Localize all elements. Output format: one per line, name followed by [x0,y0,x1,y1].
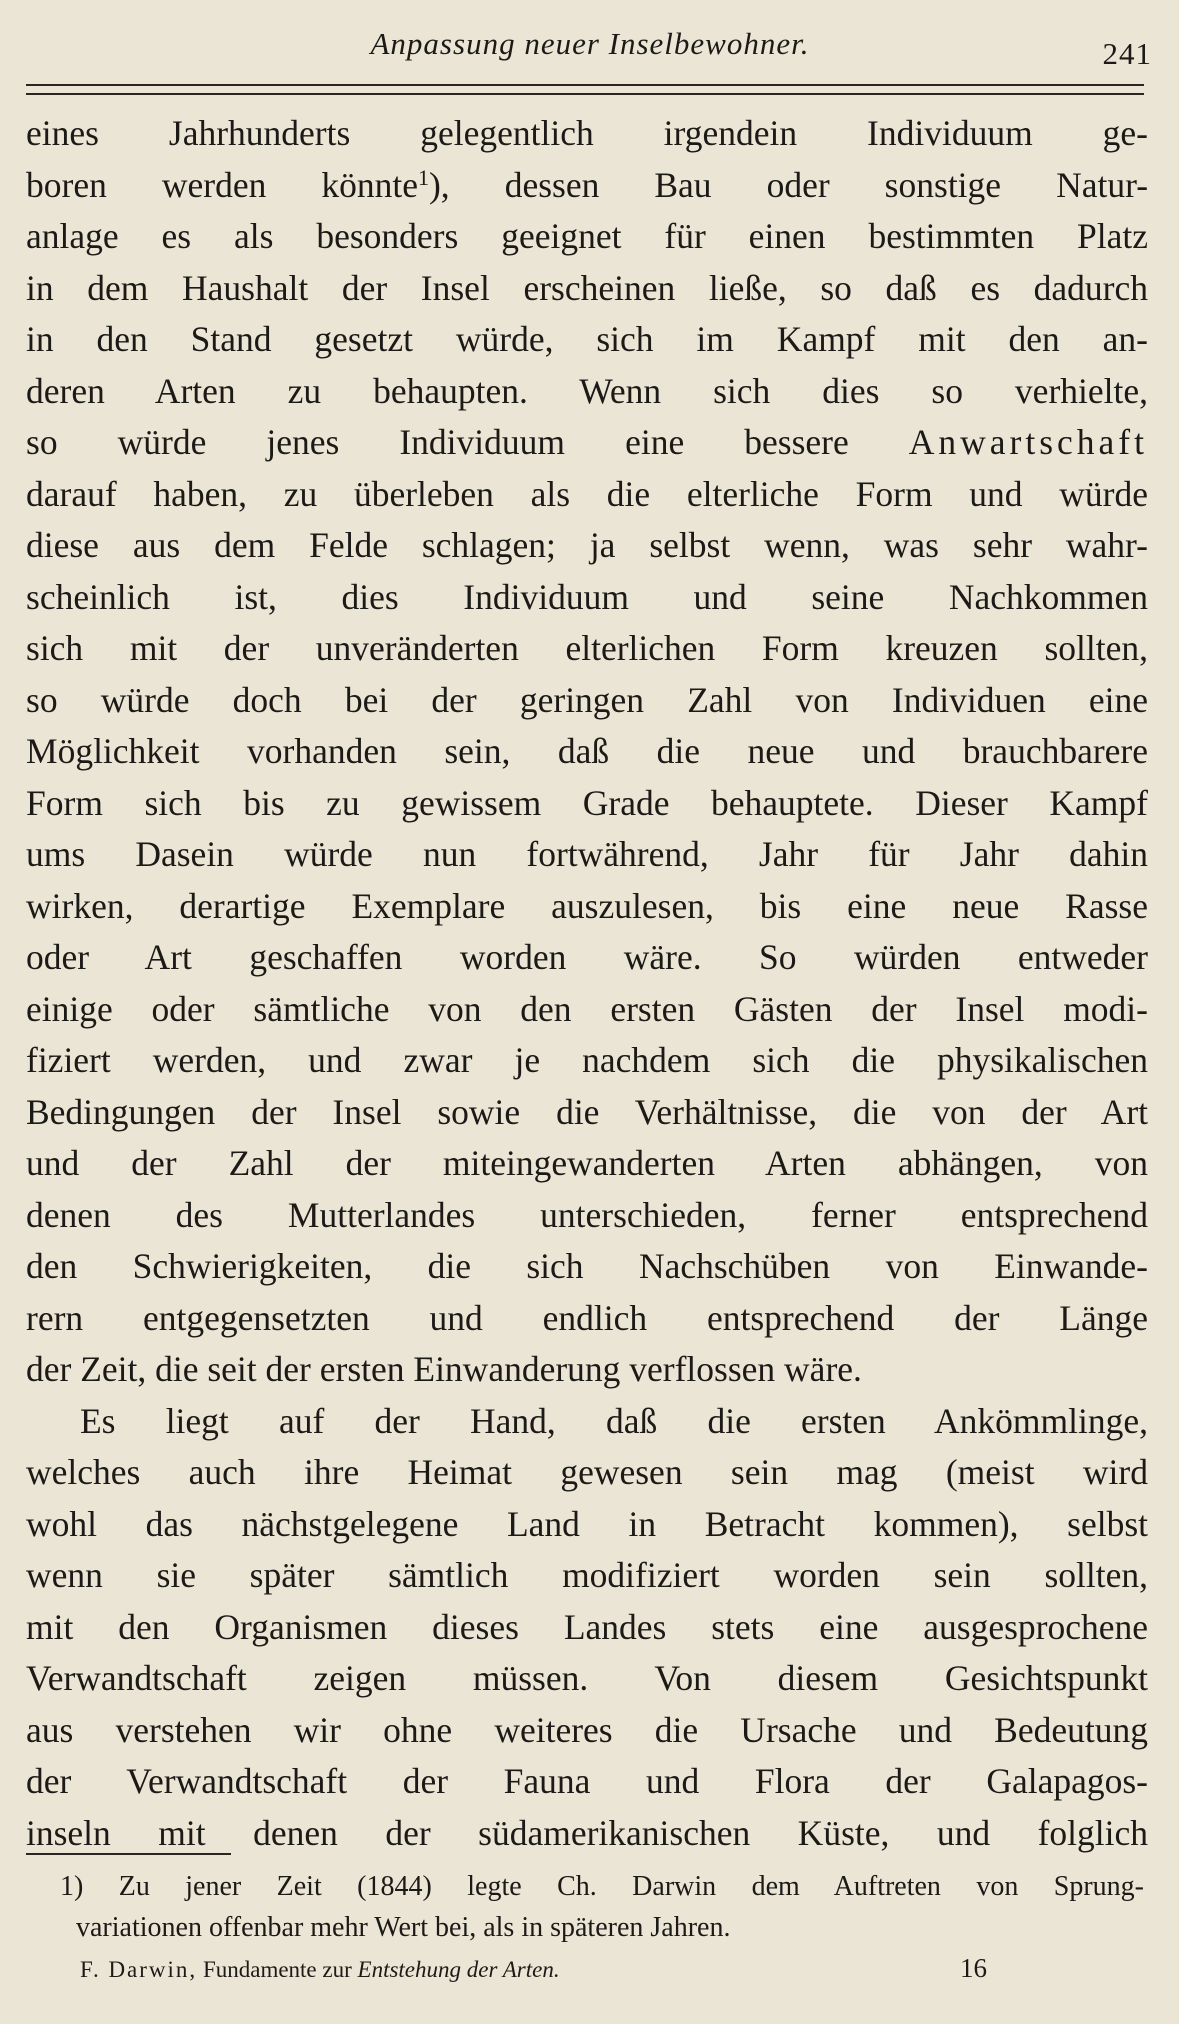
text-line: Verwandtschaft zeigen müssen. Von diesem Gesichtspunkt [26,1658,1148,1698]
header-double-rule [26,84,1144,95]
text-line: einige oder sämtliche von den ersten Gästen der Insel modi- [26,988,1148,1029]
page-number: 241 [1102,36,1152,71]
text-line: diese aus dem Felde schlagen; ja selbst wenn, was sehr wahr- [26,525,1148,565]
text-line: welches auch ihre Heimat gewesen sein mag (meist wird [26,1452,1148,1492]
footnotes [60,1866,1144,1948]
text-line: so würde doch bei der geringen Zahl von Individuen eine [26,679,1148,720]
text-line: anlage es als besonders geeignet für einen bestimmten Platz [26,216,1148,256]
text-line: den Schwierigkeiten, die sich Nachschüben von Einwande- [26,1246,1148,1286]
footnote-line: 1) Zu jener Zeit (1844) legte Ch. Darwin dem Auftreten von Sprung- [60,1871,1144,1902]
signature-author: F. Darwin, [80,1957,198,1982]
text-line: wohl das nächstgelegene Land in Betracht kommen), selbst [26,1503,1148,1544]
text-line: in dem Haushalt der Insel erscheinen ließe, so daß es dadurch [26,267,1148,308]
text-segment: ), dessen Bau oder sonstige Natur- [428,164,1149,205]
text-line: in den Stand gesetzt würde, sich im Kampf mit den an- [26,319,1148,359]
running-title: Anpassung neuer Inselbewohner. [370,26,810,61]
printer-signature [80,1953,1080,1997]
body-text [26,108,1148,1859]
text-line: wirken, derartige Exemplare auszulesen, bis eine neue Rasse [26,885,1148,926]
text-line: mit den Organismen dieses Landes stets eine ausgesprochene [26,1606,1148,1647]
text-line: Es liegt auf der Hand, daß die ersten Ankömmlinge, [80,1400,1148,1441]
text-line: fiziert werden, und zwar je nachdem sich die physikalischen [26,1040,1148,1080]
text-line: und der Zahl der miteingewanderten Arten abhängen, von [26,1143,1148,1183]
signature-book-title-italic: Entstehung der Arten. [357,1957,560,1982]
text-line: der Verwandtschaft der Fauna und Flora der Galapagos- [26,1761,1148,1801]
text-line: scheinlich ist, dies Individuum und seine Nachkommen [26,576,1148,617]
footnote-reference[interactable]: 1 [417,164,429,190]
text-line: wenn sie später sämtlich modifiziert worden sein sollten, [26,1555,1148,1595]
emphasized-word: Anwartschaft [908,422,1148,462]
text-line: ums Dasein würde nun fortwährend, Jahr für Jahr dahin [26,834,1148,874]
text-line: rern entgegensetzten und endlich entsprechend der Länge [26,1297,1148,1338]
sheet-number: 16 [960,1953,987,1983]
text-line [26,160,1148,212]
text-line: oder Art geschaffen worden wäre. So würden entweder [26,937,1148,977]
text-line: sich mit der unveränderten elterlichen Form kreuzen sollten, [26,628,1148,668]
text-line: darauf haben, zu überleben als die elterliche Form und würde [26,473,1148,514]
footnote-separator [26,1853,231,1855]
text-segment: so würde jenes Individuum eine bessere [26,422,849,462]
text-line [26,417,1148,469]
text-line: Bedingungen der Insel sowie die Verhältnisse, die von der Art [26,1091,1148,1132]
text-segment: boren werden könnte [26,164,418,205]
footnote-line: variationen offenbar mehr Wert bei, als in späteren Jahren. [76,1912,731,1943]
text-line: Möglichkeit vorhanden sein, daß die neue und brauchbarere [26,731,1148,771]
signature-book-title: Fundamente zur [202,1957,352,1982]
text-line: aus verstehen wir ohne weiteres die Ursache und Bedeutung [26,1709,1148,1750]
running-head [26,26,1154,70]
text-line: der Zeit, die seit der ersten Einwanderung verflossen wäre. [26,1349,862,1389]
text-line: deren Arten zu behaupten. Wenn sich dies so verhielte, [26,370,1148,411]
text-line: Form sich bis zu gewissem Grade behauptete. Dieser Kampf [26,782,1148,823]
text-line: inseln mit denen der südamerikanischen Küste, und folglich [26,1812,1148,1853]
text-line: denen des Mutterlandes unterschieden, ferner entsprechend [26,1194,1148,1235]
text-line: eines Jahrhunderts gelegentlich irgendein Individuum ge- [26,113,1148,153]
